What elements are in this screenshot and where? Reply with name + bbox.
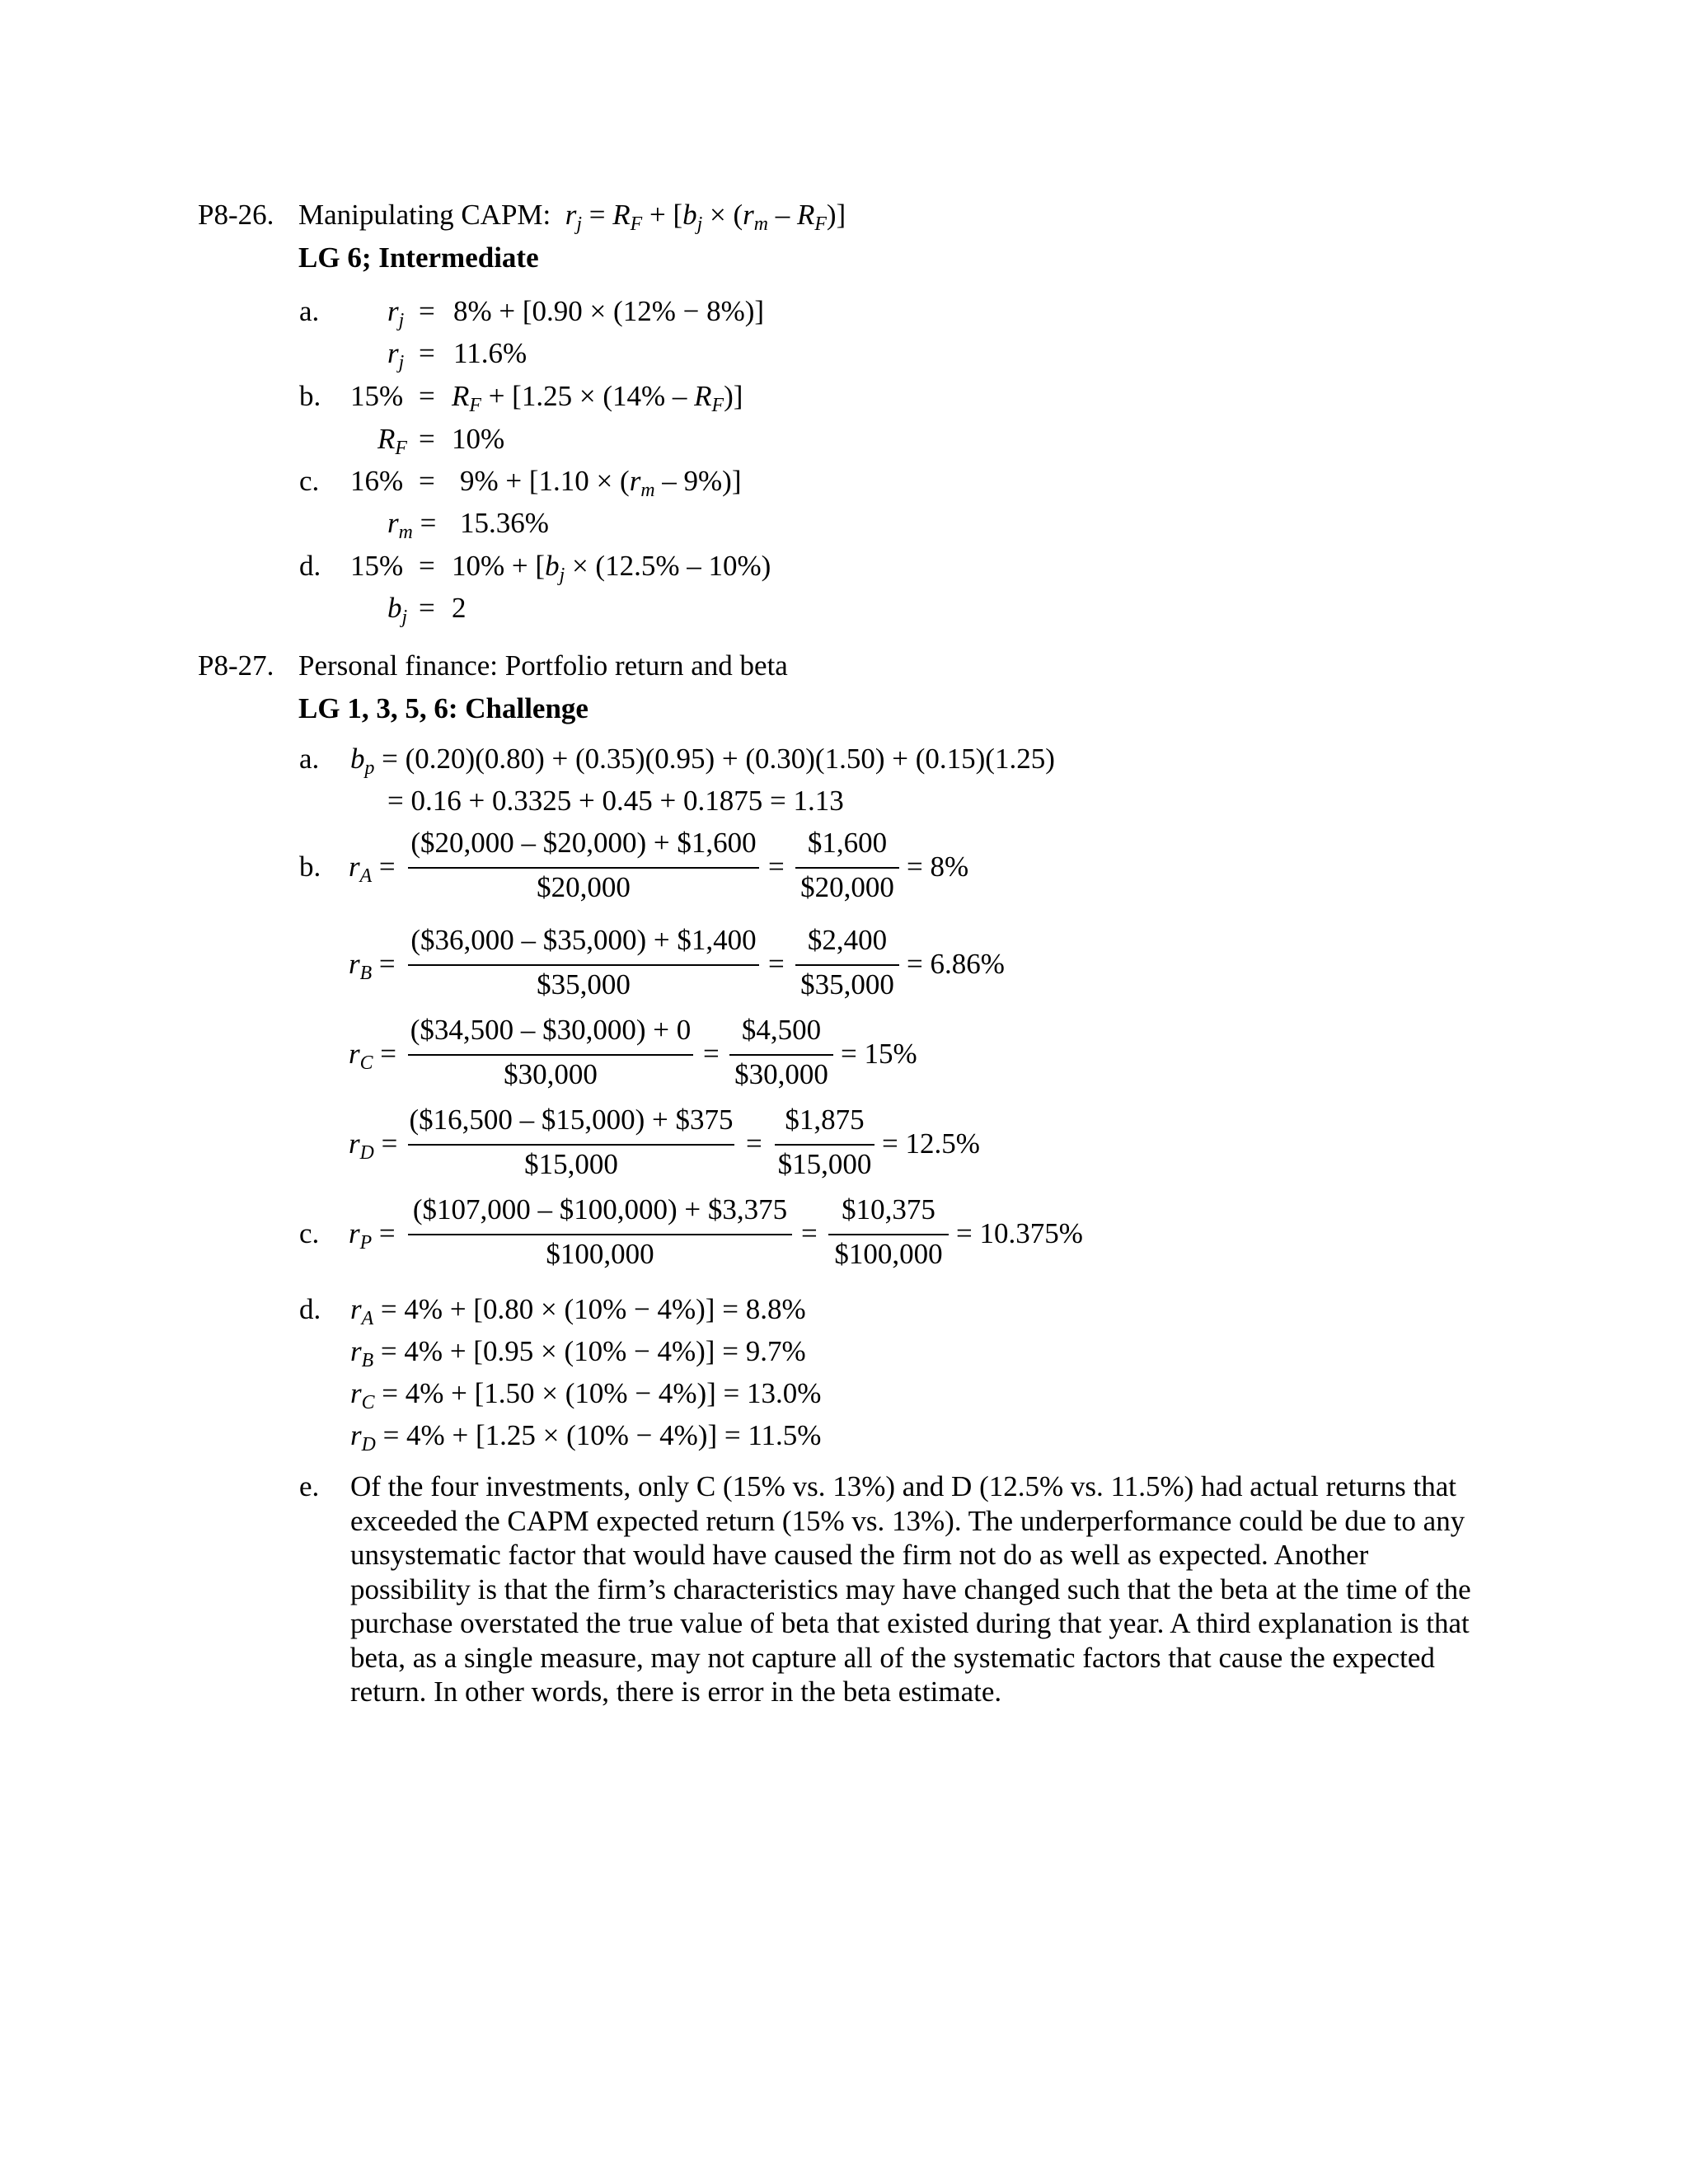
fraction-simplified [794,923,901,1009]
return-row-d [297,1103,1533,1193]
part-label-a: a. [299,743,320,775]
return-result: = 8% [907,851,969,883]
learning-goal: LG 1, 3, 5, 6: Challenge [298,692,588,724]
eq-c-lhs1: 16% [350,465,404,497]
return-lhs: $r_D$ = [349,1127,398,1165]
return-result: = 10.375% [956,1217,1083,1249]
eq-d-eq2: = [419,592,435,624]
return-row-a [297,826,1533,916]
eq-b-lhs2: $R_F$ [377,423,407,460]
part-label-c: c. [299,1217,320,1249]
fraction-denominator: $100,000 [546,1238,654,1270]
explanation-paragraph: Of the four investments, only C (15% vs. 13%) and D (12.5% vs. 11.5%) had actual returns that exceeded the CAPM expected return (15% vs. 13%). The underperformance could be due to any unsystematic factor that would have caused the firm not do as well as expected. Another possibility is that the firm’s characteristics may have changed such that the beta at the time of the purchase overstated the true value of beta that existed during that year. A third explanation is that beta, as a single measure, may not capture all of the systematic factors that cause the expected return. In other words, there is error in the beta estimate. [350,1470,1471,1708]
capm-row-c: $r_C = 4\% + [1.50 \times (10\% - 4\%)] = 13.0\%$ [350,1377,822,1414]
fraction-denominator: $15,000 [524,1148,618,1180]
fraction-numerator: $10,375 [842,1193,935,1226]
fraction-numerator: ($20,000 – $20,000) + $1,600 [410,827,757,859]
fraction-numerator: ($107,000 – $100,000) + $3,375 [412,1193,788,1226]
equals-sign: = [746,1127,762,1160]
fraction-simplified [773,1103,876,1188]
return-lhs: $r_A$ = [349,851,396,888]
fraction-denominator: $100,000 [834,1238,943,1270]
return-row-b [297,923,1533,1014]
equals-sign: = [801,1217,818,1249]
fraction-numerator: $1,600 [807,827,888,859]
problem-number: P8-26. [198,199,274,231]
fraction-denominator: $35,000 [537,968,631,1001]
part-label-d: d. [299,550,321,582]
return-row-portfolio [297,1193,1533,1283]
eq-a-rhs1: 8% + [0.90 × (12% − 8%)] [453,295,765,327]
fraction-denominator: $30,000 [504,1058,598,1090]
return-row-c [297,1013,1533,1104]
fraction-denominator: $15,000 [777,1148,872,1180]
capm-row-b: $r_B = 4\% + [0.95 \times (10\% - 4\%)] = 9.7\%$ [350,1335,806,1372]
portfolio-beta-line2: = 0.16 + 0.3325 + 0.45 + 0.1875 = 1.13 [387,785,844,817]
eq-c-rhs2: 15.36% [460,507,549,539]
fraction-full [406,1103,736,1188]
fraction-numerator: ($36,000 – $35,000) + $1,400 [410,924,757,956]
problem-number: P8-27. [198,649,274,682]
eq-b-lhs1: 15% [350,380,404,412]
fraction-simplified [827,1193,950,1278]
fraction-numerator: $1,875 [785,1104,865,1136]
eq-d-lhs2: $b_j$ [387,592,408,629]
eq-c-rhs1: $9\% + [1.10 \times (r_m - 9\%)]$ [460,465,742,502]
return-lhs: $r_C$ = [349,1038,396,1075]
problem-title: Personal finance: Portfolio return and beta [298,649,788,682]
fraction-numerator: ($16,500 – $15,000) + $375 [409,1104,734,1136]
eq-a-lhs2: $r_j$ [387,337,405,374]
eq-b-rhs2: 10% [452,423,505,455]
return-result: = 15% [841,1038,917,1070]
eq-b-rhs1: $R_F + [1.25 \times (14\% - R_F)]$ [452,380,743,417]
fraction-denominator: $35,000 [800,968,894,1001]
fraction-full [406,1013,695,1099]
fraction-denominator: $20,000 [800,871,894,903]
part-label-b: b. [299,851,321,883]
fraction-simplified [728,1013,835,1099]
capm-row-d: $r_D = 4\% + [1.25 \times (10\% - 4\%)] = 11.5\%$ [350,1419,822,1456]
fraction-denominator: $20,000 [537,871,631,903]
return-result: = 6.86% [907,948,1005,980]
capm-row-a: $r_A = 4\% + [0.80 \times (10\% - 4\%)] = 8.8\%$ [350,1293,806,1330]
eq-a-rhs2: 11.6% [453,337,528,369]
fraction-numerator: $4,500 [741,1014,822,1046]
portfolio-beta-line1: $b_p = (0.20)(0.80) + (0.35)(0.95) + (0.30)(1.50) + (0.15)(1.25)$ [350,743,1055,780]
eq-d-rhs2: 2 [452,592,467,624]
part-label-b: b. [299,380,321,412]
eq-a-lhs1: $r_j$ [387,295,405,332]
capm-expr: = 4% + [1.50 × (10% − 4%)] = 13.0% [382,1377,822,1409]
part-label-c: c. [299,465,320,497]
eq-a-eq2: = [419,337,435,369]
eq-c-lhs2: $r_m$ = [387,507,437,544]
eq-b-eq2: = [419,423,435,455]
return-result: = 12.5% [882,1127,980,1160]
problem-title-text: Manipulating CAPM: [298,199,551,231]
fraction-denominator: $30,000 [734,1058,828,1090]
fraction-numerator: ($34,500 – $30,000) + 0 [410,1014,692,1046]
part-label-d: d. [299,1293,321,1325]
eq-b-eq1: = [419,380,435,412]
part-label-e: e. [299,1470,320,1502]
learning-goal: LG 6; Intermediate [298,241,539,274]
fraction-numerator: $2,400 [807,924,888,956]
capm-expr: = 4% + [0.95 × (10% − 4%)] = 9.7% [380,1335,806,1367]
capm-formula: $r_j = R_F + [b_j \times (r_m - R_F)]$ [565,199,846,236]
eq-d-rhs1: $10\% + [b_j \times (12.5\% - 10\%)$ [452,550,771,587]
fraction-full [406,826,761,912]
eq-d-lhs1: 15% [350,550,404,582]
equals-sign: = [703,1038,720,1070]
return-lhs: $r_B$ = [349,948,396,985]
eq-a-eq1: = [419,295,435,327]
eq-c-eq1: = [419,465,435,497]
fraction-full [406,1193,794,1278]
problem-title [298,198,846,236]
equals-sign: = [768,948,785,980]
capm-expr: = 4% + [0.80 × (10% − 4%)] = 8.8% [380,1293,806,1325]
equals-sign: = [768,851,785,883]
fraction-simplified [794,826,901,912]
fraction-full [406,923,761,1009]
capm-expr: = 4% + [1.25 × (10% − 4%)] = 11.5% [382,1419,822,1451]
portfolio-beta-expr: = (0.20)(0.80) + (0.35)(0.95) + (0.30)(1.50) + (0.15)(1.25) [382,743,1055,775]
eq-d-eq1: = [419,550,435,582]
return-lhs: $r_P$ = [349,1217,396,1254]
part-label-a: a. [299,295,320,327]
